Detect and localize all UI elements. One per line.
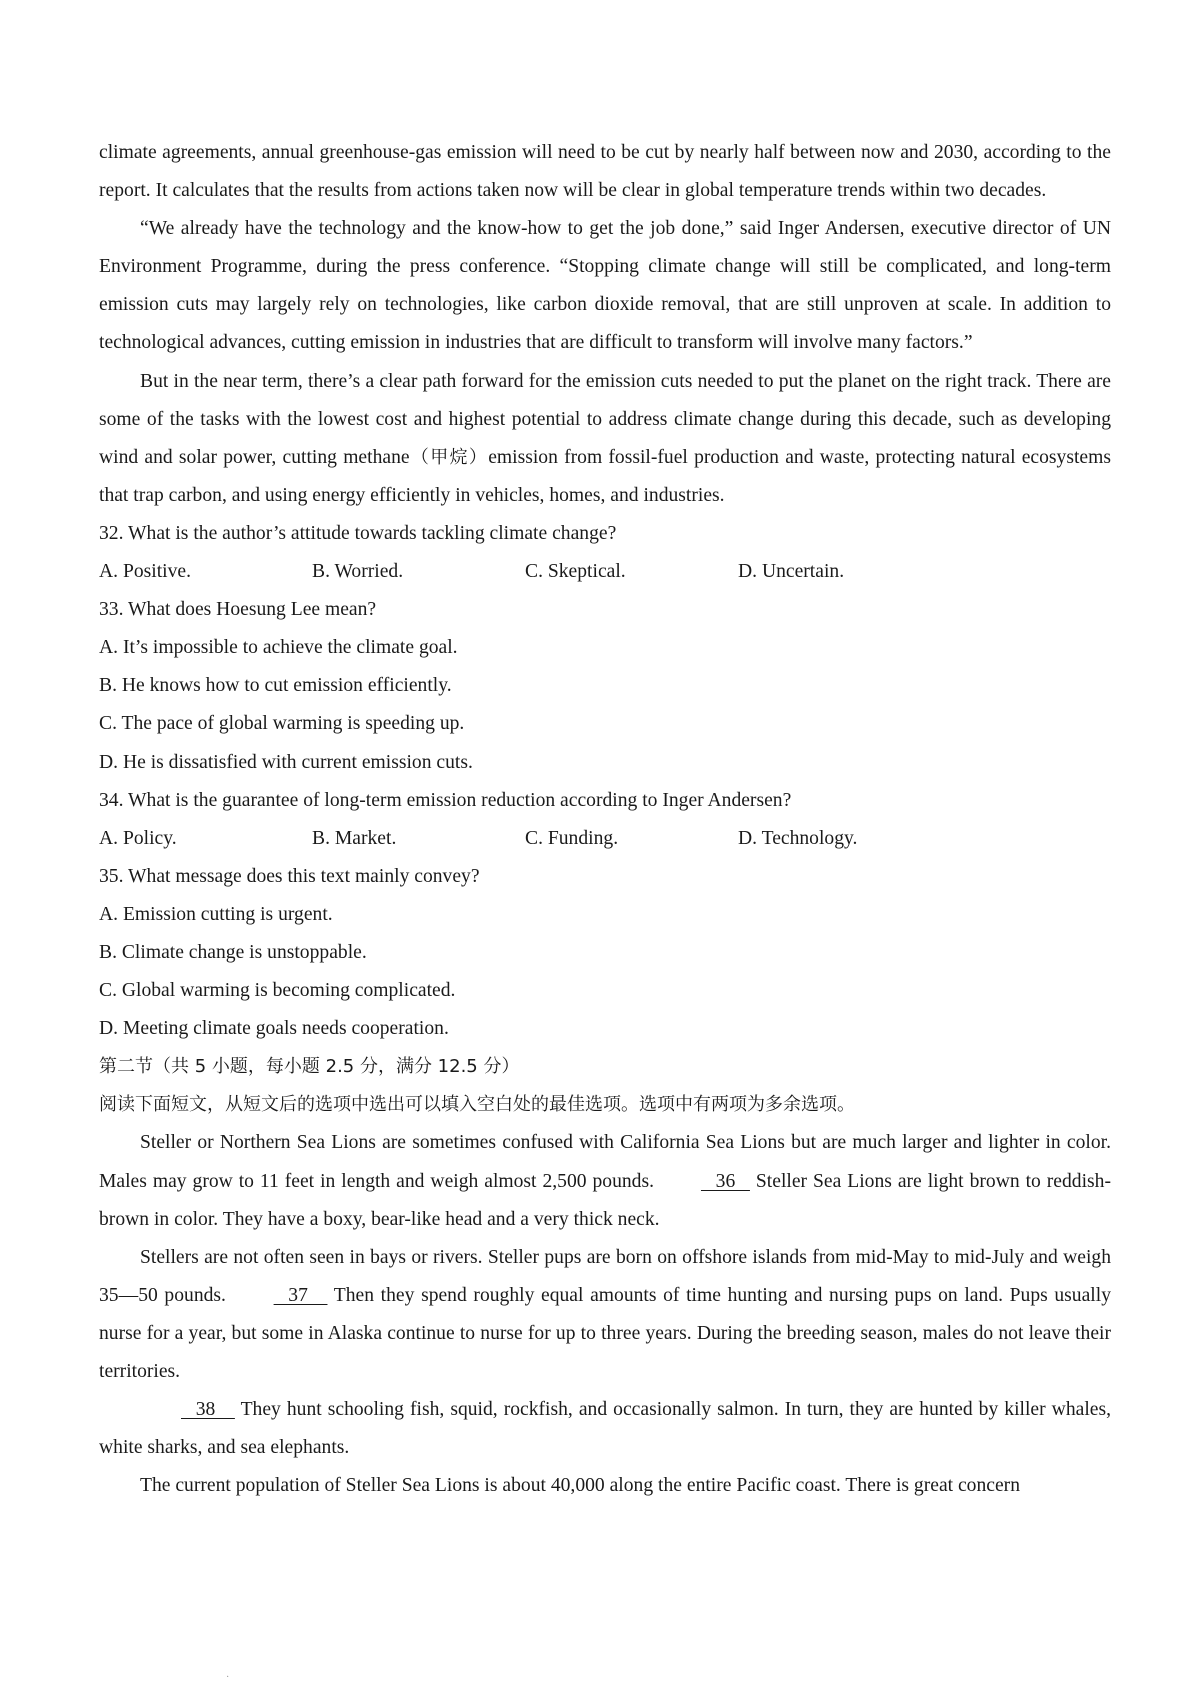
section-instruction: 阅读下面短文，从短文后的选项中选出可以填入空白处的最佳选项。选项中有两项为多余选项。	[99, 1094, 855, 1116]
option-c: C. Funding.	[525, 827, 619, 849]
footer-mark: ·	[226, 1672, 230, 1683]
passage-paragraph	[99, 1239, 1111, 1391]
blank-38: 38	[181, 1399, 235, 1421]
passage-paragraph: The current population of Steller Sea Lions is about 40,000 along the entire Pacific coast. There is great concern	[140, 1475, 1020, 1497]
blank-37: 37	[273, 1284, 328, 1306]
option-d: D. Uncertain.	[738, 561, 845, 583]
passage-text: Steller Sea Lions are light brown to reddish-brown in color. They have a boxy, bear-like head and a very thick neck.	[99, 1170, 1111, 1230]
option-a: A. It’s impossible to achieve the climate goal.	[99, 637, 458, 659]
passage-paragraph: climate agreements, annual greenhouse-gas emission will need to be cut by nearly half between now and 2030, according to the report. It calculates that the results from actions taken now will be clear in global temperature trends within two decades.	[99, 142, 1111, 202]
option-c: C. Skeptical.	[525, 561, 626, 583]
passage-text: emission from fossil-fuel production and waste, protecting natural ecosystems that trap carbon, and using energy efficiently in vehicles, homes, and industries.	[99, 446, 1111, 506]
question-stem: 32. What is the author’s attitude towards tackling climate change?	[99, 522, 617, 544]
passage-text: Steller or Northern Sea Lions are sometimes confused with California Sea Lions but are much larger and lighter in color. Males may grow to 11 feet in length and weigh almost 2,500 pounds.	[99, 1132, 1111, 1192]
option-row	[99, 820, 1111, 858]
option-d: D. He is dissatisfied with current emission cuts.	[99, 751, 473, 773]
passage-text: Stellers are not often seen in bays or rivers. Steller pups are born on offshore islands from mid-May to mid-July and weigh 35—50 pounds.	[99, 1246, 1111, 1306]
section-heading: 第二节（共 5 小题，每小题 2.5 分，满分 12.5 分）	[99, 1056, 520, 1078]
option-c: C. The pace of global warming is speeding up.	[99, 713, 465, 735]
passage-text: Then they spend roughly equal amounts of time hunting and nursing pups on land. Pups usually nurse for a year, but some in Alaska continue to nurse for up to three years. During the breeding season, males do not leave their territories.	[99, 1284, 1111, 1382]
option-d: D. Meeting climate goals needs cooperation.	[99, 1018, 449, 1040]
passage-paragraph	[99, 1124, 1111, 1238]
option-a: A. Policy.	[99, 827, 177, 849]
option-b: B. Worried.	[312, 561, 404, 583]
question-stem: 34. What is the guarantee of long-term emission reduction according to Inger Andersen?	[99, 789, 792, 811]
option-d: D. Technology.	[738, 827, 858, 849]
option-row	[99, 553, 1111, 591]
question-stem: 35. What message does this text mainly convey?	[99, 865, 480, 887]
option-a: A. Positive.	[99, 561, 191, 583]
passage-paragraph	[99, 363, 1111, 515]
option-c: C. Global warming is becoming complicated.	[99, 980, 456, 1002]
option-b: B. He knows how to cut emission efficiently.	[99, 675, 452, 697]
blank-36: 36	[700, 1170, 750, 1192]
passage-paragraph	[99, 1391, 1111, 1467]
passage-paragraph: “We already have the technology and the know-how to get the job done,” said Inger Andersen, executive director of UN Environment Programme, during the press conference. “Stopping climate change will still be complicated, and long-term emission cuts may largely rely on technologies, like carbon dioxide removal, that are still unproven at scale. In addition to technological advances, cutting emission in industries that are difficult to transform will involve many factors.”	[99, 218, 1111, 354]
question-stem: 33. What does Hoesung Lee mean?	[99, 599, 377, 621]
option-b: B. Climate change is unstoppable.	[99, 941, 367, 963]
exam-page-content	[99, 134, 1111, 1505]
passage-text: But in the near term, there’s a clear path forward for the emission cuts needed to put the planet on the right track. There are some of the tasks with the lowest cost and highest potential to address climate change during this decade, such as developing wind and solar power, cutting methane	[99, 370, 1111, 468]
passage-text: They hunt schooling fish, squid, rockfish, and occasionally salmon. In turn, they are hunted by killer whales, white sharks, and sea elephants.	[99, 1399, 1111, 1459]
chinese-gloss: （甲烷）	[409, 446, 489, 468]
option-a: A. Emission cutting is urgent.	[99, 903, 333, 925]
option-b: B. Market.	[312, 827, 397, 849]
